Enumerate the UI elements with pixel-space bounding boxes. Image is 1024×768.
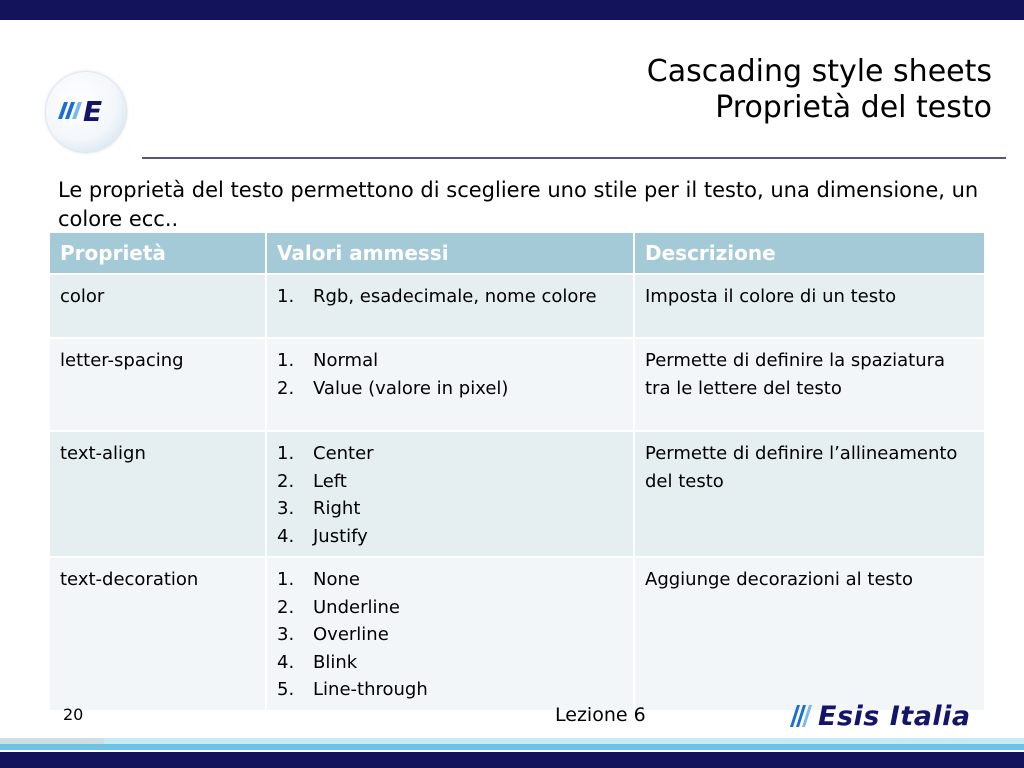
top-bar	[0, 0, 1024, 20]
stripe-navy	[0, 752, 1024, 768]
intro-paragraph: Le proprietà del testo permettono di scegliere uno stile per il testo, una dimensione, un colore ecc..	[58, 178, 979, 231]
footer-label: Lezione 6	[555, 704, 646, 726]
description-cell: Permette di definire la spaziatura tra le lettere del testo	[634, 338, 985, 431]
brand-mark-icon	[788, 703, 818, 729]
values-cell	[266, 274, 634, 338]
table-row	[49, 274, 985, 338]
property-cell: text-decoration	[49, 557, 266, 711]
properties-table	[48, 231, 986, 712]
table-row	[49, 431, 985, 557]
header-property: Proprietà	[49, 232, 266, 274]
title-divider	[142, 157, 1006, 159]
values-cell	[266, 338, 634, 431]
stripe-light-blue	[0, 744, 1024, 750]
value-item: 3. Overline	[277, 624, 389, 645]
property-cell: text-align	[49, 431, 266, 557]
description-cell: Imposta il colore di un testo	[634, 274, 985, 338]
title-line-1: Cascading style sheets	[646, 54, 992, 89]
brand-logo	[788, 698, 1010, 734]
property-cell: letter-spacing	[49, 338, 266, 431]
value-item: 1. Center	[277, 443, 374, 464]
bottom-stripes	[0, 738, 1024, 768]
values-cell	[266, 431, 634, 557]
table-row	[49, 557, 985, 711]
brand-name: Esis Italia	[818, 700, 971, 732]
table-row	[49, 338, 985, 431]
logo-badge	[46, 72, 126, 152]
logo-icon	[46, 72, 126, 152]
value-item: 1. Rgb, esadecimale, nome colore	[277, 286, 597, 307]
page-number: 20	[63, 705, 84, 724]
values-cell	[266, 557, 634, 711]
description-cell: Aggiunge decorazioni al testo	[634, 557, 985, 711]
value-item: 4. Blink	[277, 651, 358, 673]
header-values: Valori ammessi	[266, 232, 634, 274]
value-item: 1. Normal	[277, 350, 379, 371]
logo-letter: E	[83, 95, 103, 128]
value-item: 3. Right	[277, 498, 361, 519]
value-item: 4. Justify	[277, 525, 368, 547]
property-cell: color	[49, 274, 266, 338]
value-item: 2. Underline	[277, 596, 400, 618]
value-item: 2. Value (valore in pixel)	[277, 377, 509, 399]
slide-title	[647, 54, 992, 126]
value-item: 1. None	[277, 569, 360, 590]
header-description: Descrizione	[634, 232, 985, 274]
title-line-2: Proprietà del testo	[715, 90, 992, 125]
value-item: 2. Left	[277, 470, 347, 492]
table-header-row	[49, 232, 985, 274]
value-item: 5. Line-through	[277, 679, 428, 700]
description-cell: Permette di definire l’allineamento del testo	[634, 431, 985, 557]
